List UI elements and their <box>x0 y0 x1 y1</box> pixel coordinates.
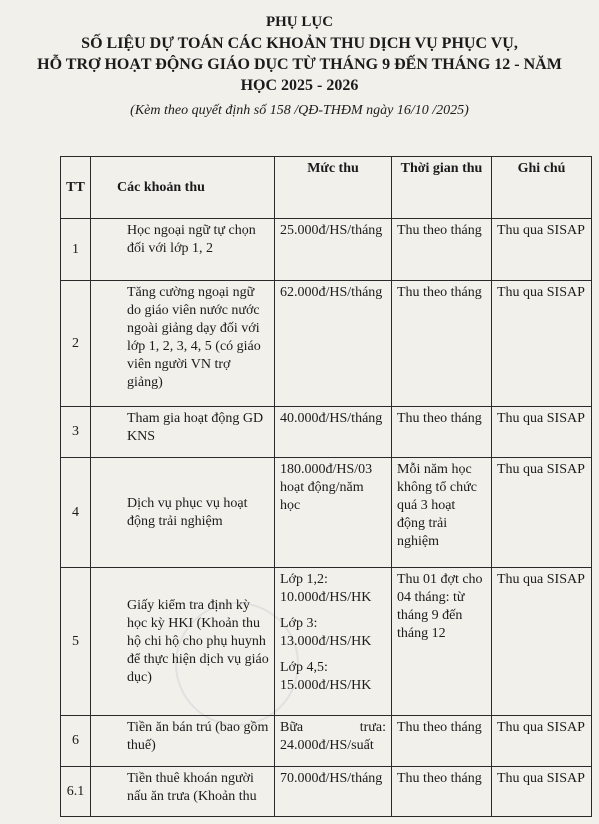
row-rate-cell <box>275 568 392 716</box>
table-row <box>61 458 592 568</box>
row-note: Thu qua SISAP <box>492 767 592 817</box>
rate-word: trưa: <box>359 720 386 735</box>
row-fee-name: Tiền thuê khoán người nấu ăn trưa (Khoản thu <box>91 767 275 817</box>
rate-block: Lớp 3: 13.000đ/HS/HK <box>280 616 372 649</box>
document-header <box>0 12 599 134</box>
row-tt: 4 <box>61 458 91 568</box>
row-time: Thu 01 đợt cho 04 tháng: từ tháng 9 đến tháng 12 <box>392 568 492 716</box>
rate-word: Bữa <box>280 720 304 735</box>
row-tt: 3 <box>61 407 91 458</box>
table-header-row <box>61 157 592 219</box>
row-rate-cell <box>275 716 392 767</box>
fee-table <box>60 156 592 817</box>
table-row <box>61 716 592 767</box>
title-line-3: HỌC 2025 - 2026 <box>240 77 359 94</box>
row-time: Thu theo tháng <box>392 767 492 817</box>
rate-line-2: 24.000đ/HS/suất <box>280 738 374 753</box>
row-tt: 5 <box>61 568 91 716</box>
header-fee-name: Các khoản thu <box>91 157 275 219</box>
row-rate: 70.000đ/HS/tháng <box>275 767 392 817</box>
row-fee-name: Giấy kiểm tra định kỳ học kỳ HKI (Khoản thu hộ chi hộ cho phụ huynh để thực hiện dịch vụ giáo dục) <box>91 568 275 716</box>
table-row <box>61 281 592 407</box>
appendix-label: PHỤ LỤC <box>265 14 334 30</box>
row-time: Thu theo tháng <box>392 281 492 407</box>
row-rate: 40.000đ/HS/tháng <box>275 407 392 458</box>
row-note: Thu qua SISAP <box>492 407 592 458</box>
header-rate: Mức thu <box>275 157 392 219</box>
row-fee-name: Dịch vụ phục vụ hoạt động trải nghiệm <box>91 458 275 568</box>
row-note: Thu qua SISAP <box>492 219 592 281</box>
row-time: Mỗi năm học không tổ chức quá 3 hoạt động trải nghiệm <box>392 458 492 568</box>
table-row <box>61 407 592 458</box>
title-line-2: HỖ TRỢ HOẠT ĐỘNG GIÁO DỤC TỪ THÁNG 9 ĐẾN THÁNG 12 - NĂM <box>37 56 562 73</box>
row-time: Thu theo tháng <box>392 716 492 767</box>
row-note: Thu qua SISAP <box>492 281 592 407</box>
row-fee-name: Tiền ăn bán trú (bao gồm thuế) <box>91 716 275 767</box>
row-note: Thu qua SISAP <box>492 458 592 568</box>
rate-block: Lớp 4,5: 15.000đ/HS/HK <box>280 660 372 693</box>
header-tt: TT <box>61 157 91 219</box>
rate-block: Lớp 1,2: 10.000đ/HS/HK <box>280 572 372 605</box>
row-time: Thu theo tháng <box>392 407 492 458</box>
table-row <box>61 767 592 817</box>
row-fee-name: Tăng cường ngoại ngữ do giáo viên nước nước ngoài giảng dạy đối với lớp 1, 2, 3, 4, 5 (có giáo viên người VN trợ giảng) <box>91 281 275 407</box>
row-tt: 6 <box>61 716 91 767</box>
row-fee-name: Tham gia hoạt động GD KNS <box>91 407 275 458</box>
row-note: Thu qua SISAP <box>492 568 592 716</box>
row-note: Thu qua SISAP <box>492 716 592 767</box>
row-tt: 2 <box>61 281 91 407</box>
row-rate: 62.000đ/HS/tháng <box>275 281 392 407</box>
row-time: Thu theo tháng <box>392 219 492 281</box>
rate-line-1 <box>280 719 386 737</box>
row-fee-name: Học ngoại ngữ tự chọn đối với lớp 1, 2 <box>91 219 275 281</box>
row-rate: 25.000đ/HS/tháng <box>275 219 392 281</box>
table-row <box>61 568 592 716</box>
header-time: Thời gian thu <box>392 157 492 219</box>
header-note: Ghi chú <box>492 157 592 219</box>
row-tt: 6.1 <box>61 767 91 817</box>
row-rate: 180.000đ/HS/03 hoạt động/năm học <box>275 458 392 568</box>
decision-reference: (Kèm theo quyết định số 158 /QĐ-THĐM ngày 16/10 /2025) <box>130 103 469 118</box>
table-row <box>61 219 592 281</box>
title-line-1: SỐ LIỆU DỰ TOÁN CÁC KHOẢN THU DỊCH VỤ PHỤC VỤ, <box>81 35 518 52</box>
row-tt: 1 <box>61 219 91 281</box>
